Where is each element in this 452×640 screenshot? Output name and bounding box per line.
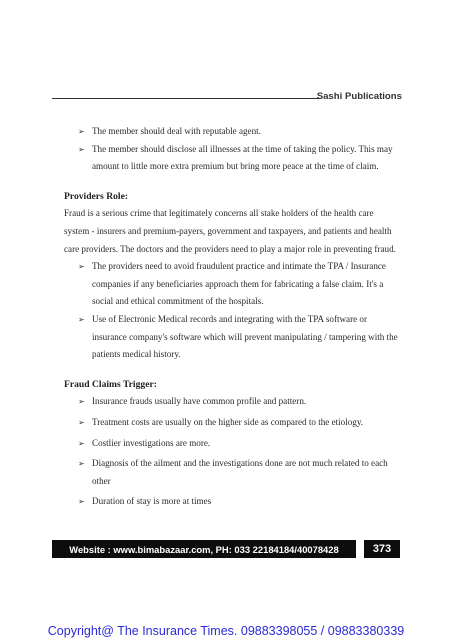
list-item-text: Use of Electronic Medical records and integrating with the TPA software or insurance company's software which will prevent manipulating / tampering with the patients medical history. xyxy=(92,313,398,360)
list-item-text: The providers need to avoid fraudulent practice and intimate the TPA / Insurance companies if any beneficiaries approach them for fabricating a false claim. It's a social and ethical commitment of the hospitals. xyxy=(92,261,386,307)
publisher-name: Sashi Publications xyxy=(316,91,402,102)
list-item xyxy=(78,414,400,432)
list-item-text: Diagnosis of the ailment and the investigations done are not much related to each other xyxy=(92,458,388,486)
arrow-bullet-icon: ➢ xyxy=(78,127,85,136)
arrow-bullet-icon: ➢ xyxy=(78,459,85,469)
footer-website: Website : www.bimabazaar.com, PH: 033 22184184/40078428 xyxy=(52,540,356,558)
arrow-bullet-icon: ➢ xyxy=(78,417,85,427)
triggers-heading: Fraud Claims Trigger: xyxy=(64,378,157,390)
list-item xyxy=(78,393,400,411)
list-item-text: The member should disclose all illnesses at the time of taking the policy. This may amount to little more extra premium but bring more peace at the time of claim. xyxy=(92,143,393,172)
list-item xyxy=(78,455,400,490)
arrow-bullet-icon: ➢ xyxy=(78,438,85,448)
providers-heading: Providers Role: xyxy=(64,190,129,202)
list-item-text: The member should deal with reputable agent. xyxy=(92,126,261,136)
arrow-bullet-icon: ➢ xyxy=(78,397,85,407)
page-header xyxy=(52,88,402,108)
list-item xyxy=(78,435,400,453)
list-item-text: Treatment costs are usually on the higher side as compared to the etiology. xyxy=(92,416,364,427)
header-rule xyxy=(52,98,320,99)
list-item xyxy=(78,141,400,176)
providers-paragraph: Fraud is a serious crime that legitimately concerns all stake holders of the health care system - insurers and premium-payers, government and taxpayers, and patients and health care providers. The doctors and the providers need to play a major role in preventing fraud. xyxy=(64,208,396,254)
list-item xyxy=(78,123,400,141)
arrow-bullet-icon: ➢ xyxy=(78,497,85,507)
arrow-bullet-icon: ➢ xyxy=(78,144,85,154)
arrow-bullet-icon: ➢ xyxy=(78,262,85,272)
list-item-text: Costlier investigations are more. xyxy=(92,437,211,448)
list-item xyxy=(78,258,400,311)
page-number: 373 xyxy=(364,540,400,558)
arrow-bullet-icon: ➢ xyxy=(78,314,85,324)
list-item-text: Duration of stay is more at times xyxy=(92,496,212,507)
page-footer xyxy=(52,540,400,558)
list-item xyxy=(78,493,400,511)
copyright-watermark: Copyright@ The Insurance Times. 09883398055 / 09883380339 xyxy=(47,624,405,638)
list-item xyxy=(78,311,400,364)
list-item-text: Insurance frauds usually have common profile and pattern. xyxy=(92,396,307,407)
page-content xyxy=(64,123,400,511)
